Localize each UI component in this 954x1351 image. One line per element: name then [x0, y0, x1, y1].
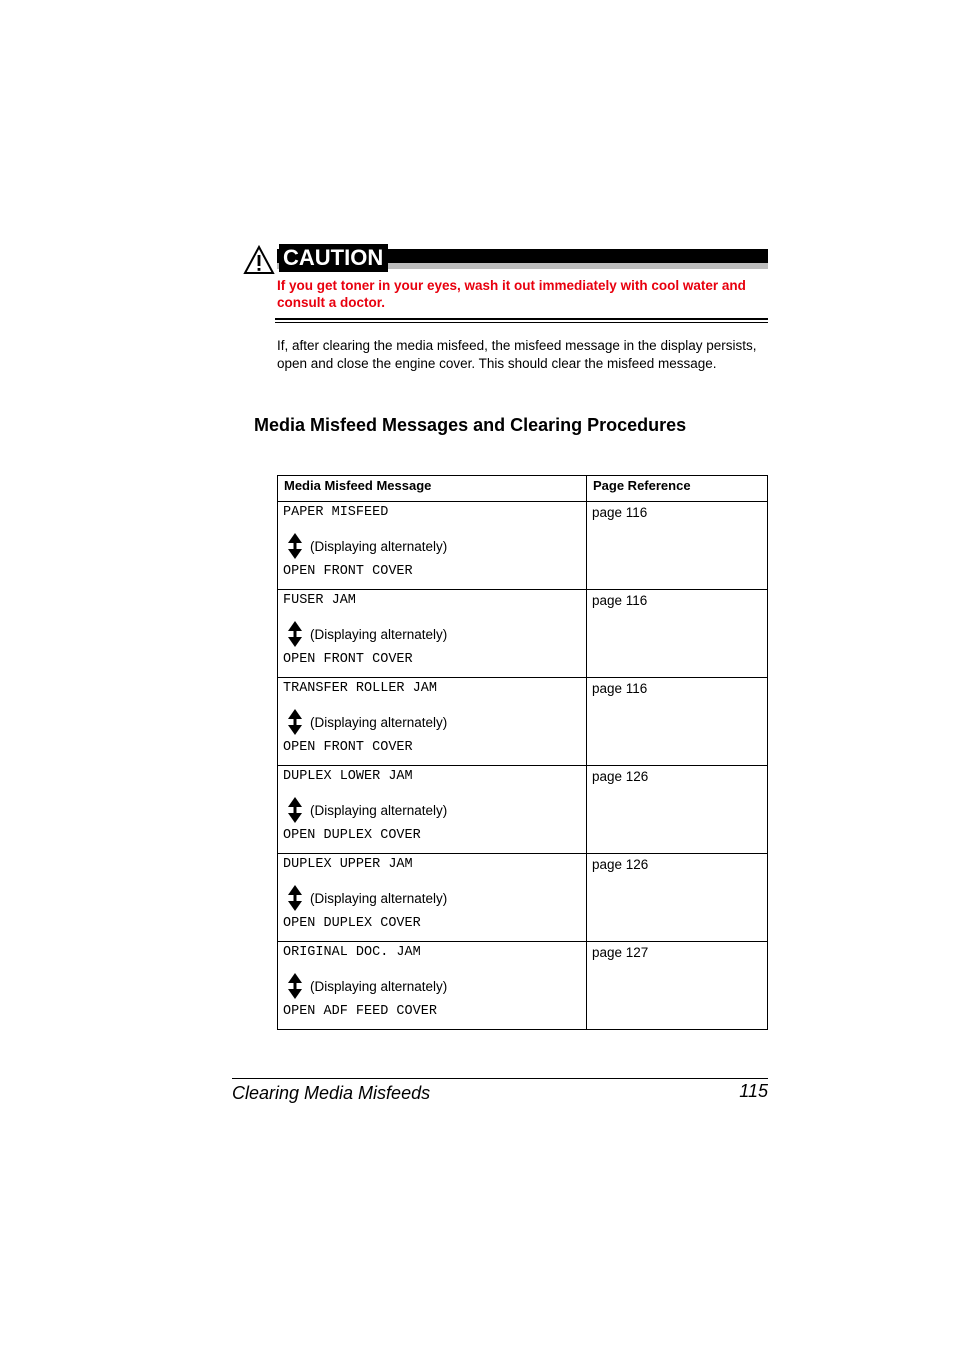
footer-chapter-title: Clearing Media Misfeeds [232, 1083, 431, 1103]
page-reference-cell: page 127 [587, 942, 768, 1030]
message-primary: TRANSFER ROLLER JAM [283, 681, 437, 696]
alternating-note [288, 533, 447, 559]
alternating-arrows-icon [288, 709, 302, 735]
message-cell [278, 766, 587, 854]
message-secondary: OPEN FRONT COVER [283, 652, 413, 667]
alternating-note [288, 797, 447, 823]
message-secondary: OPEN DUPLEX COVER [283, 916, 421, 931]
alternating-arrows-icon [288, 621, 302, 647]
alternating-arrows-icon [288, 885, 302, 911]
alternating-note-text: (Displaying alternately) [310, 978, 448, 994]
caution-divider-thin [275, 322, 768, 323]
message-primary: PAPER MISFEED [283, 505, 389, 520]
alternating-arrows-icon [288, 973, 302, 999]
alternating-note [288, 709, 447, 735]
table-row [278, 590, 768, 678]
message-secondary: OPEN FRONT COVER [283, 564, 413, 579]
message-primary: FUSER JAM [283, 593, 356, 608]
page-number: 115 [739, 1081, 768, 1101]
page-reference-cell: page 116 [587, 502, 768, 590]
footer-divider [232, 1078, 768, 1079]
message-primary: DUPLEX LOWER JAM [283, 769, 413, 784]
alternating-arrows-icon [288, 533, 302, 559]
alternating-note [288, 621, 447, 647]
table-row [278, 942, 768, 1030]
alternating-note-text: (Displaying alternately) [310, 890, 448, 906]
message-cell [278, 854, 587, 942]
table-row [278, 854, 768, 942]
table-row [278, 502, 768, 590]
caution-divider [275, 318, 768, 320]
intro-paragraph: If, after clearing the media misfeed, the misfeed message in the display persists, open and close the engine cover. This should clear the misfeed message. [277, 338, 757, 371]
alternating-note-text: (Displaying alternately) [310, 538, 448, 554]
message-secondary: OPEN DUPLEX COVER [283, 828, 421, 843]
message-secondary: OPEN ADF FEED COVER [283, 1004, 437, 1019]
alternating-note-text: (Displaying alternately) [310, 714, 448, 730]
table-row [278, 766, 768, 854]
header-message: Media Misfeed Message [278, 476, 587, 502]
message-primary: DUPLEX UPPER JAM [283, 857, 413, 872]
section-heading: Media Misfeed Messages and Clearing Procedures [254, 415, 687, 435]
message-cell [278, 590, 587, 678]
message-cell [278, 678, 587, 766]
misfeed-table [277, 475, 768, 1030]
alternating-note-text: (Displaying alternately) [310, 626, 448, 642]
alternating-arrows-icon [288, 797, 302, 823]
page-reference-cell: page 116 [587, 590, 768, 678]
message-secondary: OPEN FRONT COVER [283, 740, 413, 755]
message-cell [278, 942, 587, 1030]
message-primary: ORIGINAL DOC. JAM [283, 945, 421, 960]
warning-triangle-icon [243, 245, 275, 275]
alternating-note-text: (Displaying alternately) [310, 802, 448, 818]
caution-label: CAUTION [279, 244, 388, 272]
caution-text: If you get toner in your eyes, wash it out immediately with cool water and consult a doctor. [277, 278, 746, 310]
page-reference-cell: page 116 [587, 678, 768, 766]
page-reference-cell: page 126 [587, 766, 768, 854]
header-page-reference: Page Reference [587, 476, 768, 502]
page-reference-cell: page 126 [587, 854, 768, 942]
message-cell [278, 502, 587, 590]
alternating-note [288, 973, 447, 999]
alternating-note [288, 885, 447, 911]
table-header-row [278, 476, 768, 502]
table-row [278, 678, 768, 766]
